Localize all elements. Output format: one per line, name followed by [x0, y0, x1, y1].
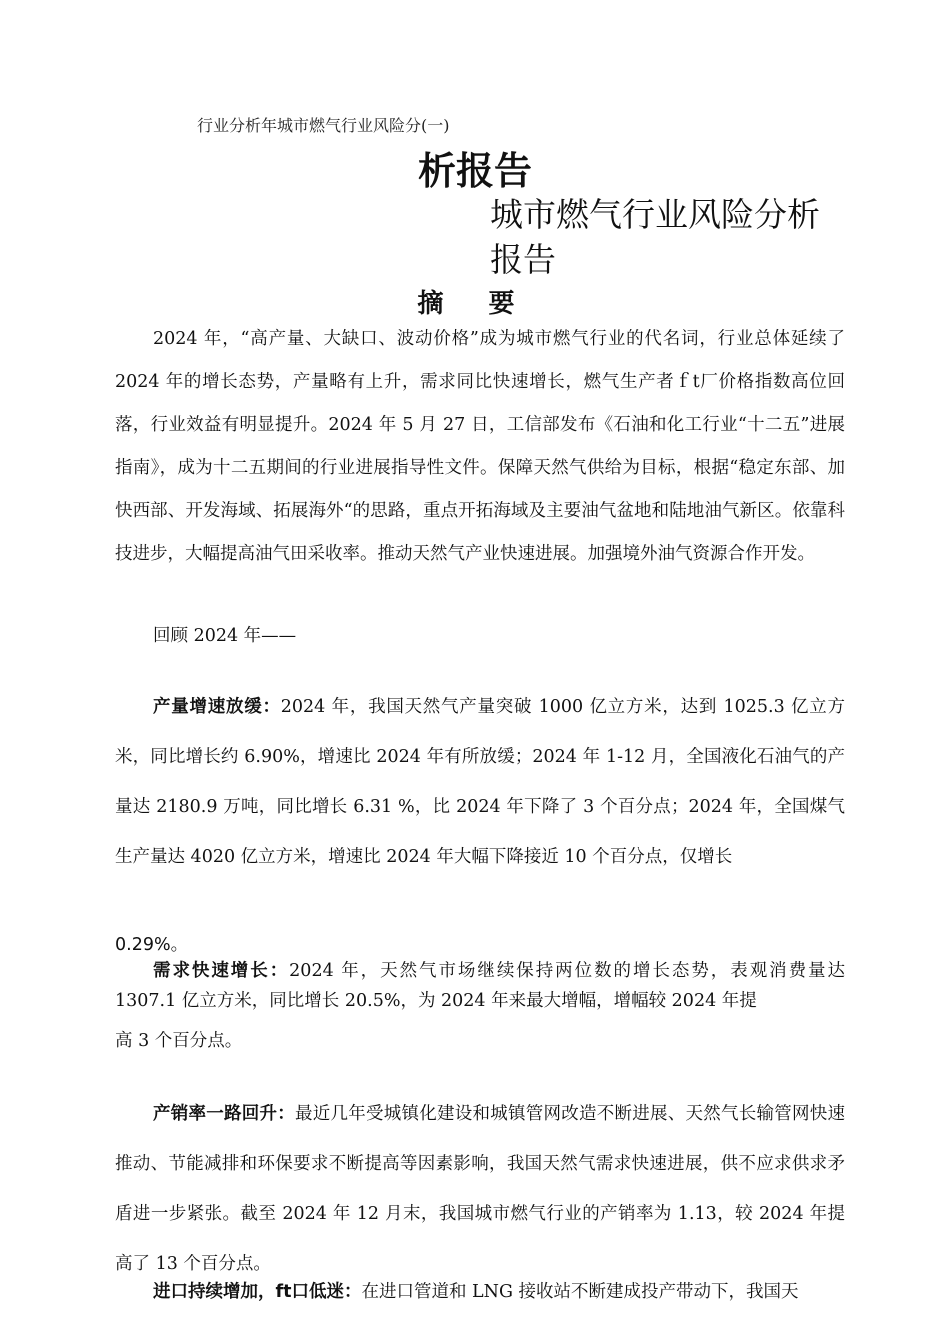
document-subtitle: 城市燃气行业风险分析报告	[490, 195, 820, 279]
production-tail: 0.29%。	[115, 935, 189, 955]
production-lead: 产量增速放缓：	[153, 697, 281, 717]
imports-text: 在进口管道和 LNG 接收站不断建成投产带动下，我国天	[361, 1282, 799, 1302]
demand-paragraph	[115, 956, 845, 1066]
imports-lead: 进口持续增加，ft口低迷：	[153, 1282, 362, 1302]
sales-ratio-text: 最近几年受城镇化建设和城镇管网改造不断进展、天然气长输管网快速推动、节能减排和环保要求不断提高等因素影响，我国天然气需求快速进展，供不应求供求矛盾进一步紧张。截至 2024 年 12 月末，我国城市燃气行业的产销率为 1.13，较 2024 年提高了 13 个百分点。	[115, 1104, 845, 1274]
production-text: 2024 年，我国天然气产量突破 1000 亿立方米，达到 1025.3 亿立方米，同比增长约 6.90%，增速比 2024 年有所放缓；2024 年 1-12 月，全国液化石油气的产量达 2180.9 万吨，同比增长 6.31 %，比 2024 年下降了 3 个百分点；2024 年，全国煤气生产量达 4020 亿立方米，增速比 2024 年大幅下降接近 10 个百分点，仅增长	[115, 697, 846, 867]
sales-ratio-lead: 产销率一路回升：	[153, 1104, 295, 1124]
demand-tail: 高 3 个百分点。	[115, 1031, 243, 1051]
document-title: 析报告	[417, 149, 532, 193]
running-header: 行业分析年城市燃气行业风险分(一)	[197, 116, 450, 135]
demand-lead: 需求快速增长：	[153, 961, 290, 981]
review-line: 回顾 2024 年——	[153, 626, 297, 646]
imports-paragraph	[115, 1277, 845, 1307]
abstract-heading: 摘 要	[417, 289, 533, 319]
sales-ratio-paragraph	[115, 1089, 845, 1289]
abstract-paragraph: 2024 年，“高产量、大缺口、波动价格”成为城市燃气行业的代名词，行业总体延续了 2024 年的增长态势，产量略有上升，需求同比快速增长，燃气生产者ｆt厂价格指数高位回落，行业效益有明显提升。2024 年 5 月 27 日，工信部发布《石油和化工行业“十二五”进展指南》，成为十二五期间的行业进展指导性文件。保障天然气供给为目标，根据“稳定东部、加快西部、开发海域、拓展海外“的思路，重点开拓海域及主要油气盆地和陆地油气新区。依靠科技进步，大幅提高油气田采收率。推动天然气产业快速进展。加强境外油气资源合作开发。	[115, 329, 845, 564]
production-paragraph	[115, 682, 845, 882]
demand-text: 2024 年，天然气市场继续保持两位数的增长态势，表观消费量达 1307.1 亿立方米，同比增长 20.5%，为 2024 年来最大增幅，增幅较 2024 年提	[115, 961, 846, 1011]
